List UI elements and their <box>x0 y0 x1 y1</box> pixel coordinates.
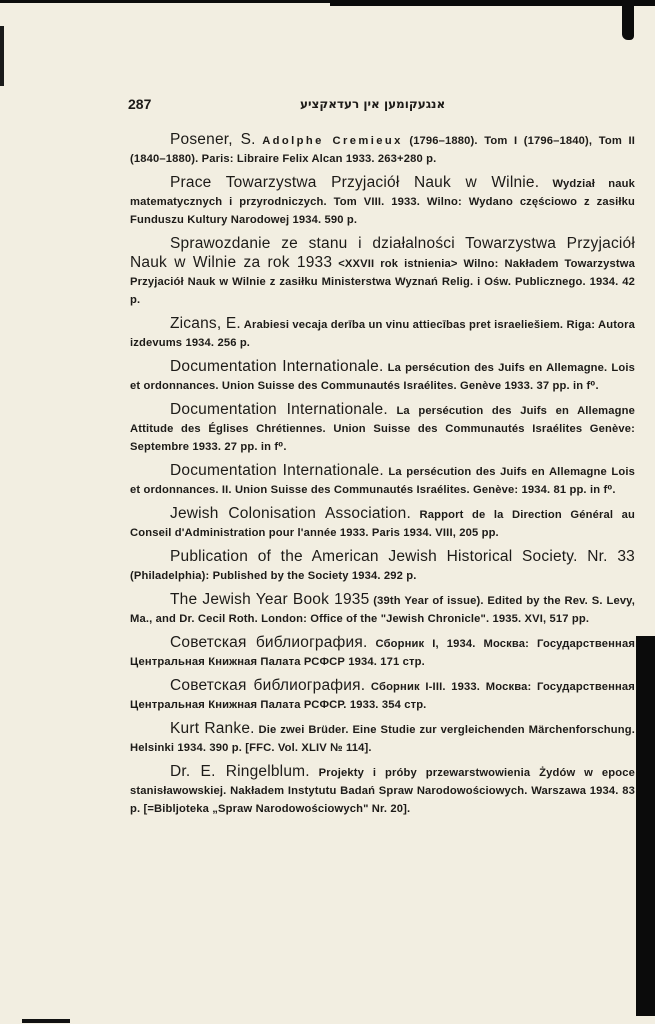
entry-details: La persécution des Juifs en Allemagne. Lois et ordonnances. Union Suisse des Communautés Israélites. Genève 1933. 37 pp. in f⁰. <box>130 362 636 392</box>
bibliography-entry <box>130 462 635 499</box>
entry-head: Dr. E. Ringelblum. <box>170 763 310 780</box>
entry-head: Советская библиография. <box>170 634 368 651</box>
scan-shadow-top <box>330 0 655 6</box>
entry-head: Jewish Colonisation Association. <box>170 505 411 522</box>
page-number: 287 <box>128 96 152 112</box>
entry-details: Die zwei Brüder. Eine Studie zur vergleichenden Märchenforschung. Helsinki 1934. 390 p. [FFC. Vol. XLIV № 114]. <box>130 724 635 754</box>
bibliography-entry <box>130 763 635 818</box>
bibliography-entry <box>130 548 635 585</box>
bibliography-entry <box>130 677 635 714</box>
entry-head: The Jewish Year Book 1935 <box>170 591 370 608</box>
entry-head: Publication of the American Jewish Historical Society. Nr. 33 <box>170 548 635 565</box>
entry-spaced-title: Adolphe Cremieux <box>262 135 403 147</box>
entry-details: (39th Year of issue). Edited by the Rev. S. Levy, Ma., and Dr. Cecil Roth. London: Office of the "Jewish Chronicle". 1935. XVI, 517 pp. <box>130 595 635 625</box>
entry-details: (1796–1880). Tom I (1796–1840), Tom II (1840–1880). Paris: Libraire Felix Alcan 1933. 263+280 p. <box>130 135 636 165</box>
entry-head: Prace Towarzystwa Przyjaciół Nauk w Wilnie. <box>170 174 540 191</box>
bibliography-entry <box>130 131 635 168</box>
bibliography-list <box>130 131 635 824</box>
entry-details: Rapport de la Direction Général au Conseil d'Administration pour l'année 1933. Paris 1934. VIII, 205 pp. <box>130 509 635 539</box>
entry-head: Documentation Internationale. <box>170 401 388 418</box>
bibliography-entry <box>130 401 635 456</box>
entry-head: Documentation Internationale. <box>170 358 384 375</box>
entry-details: Wydział nauk matematycznych i przyrodniczych. Tom VIII. 1933. Wilno: Wydano częściowo z zasiłku Funduszu Kultury Narodowej 1934. 590 p. <box>130 178 635 226</box>
entry-details: Arabiesi vecaja derība un vinu attiecības pret israeliešiem. Riga: Autora izdevums 1934. 256 p. <box>130 319 635 349</box>
bibliography-entry <box>130 358 635 395</box>
entry-head: Kurt Ranke. <box>170 720 255 737</box>
bibliography-entry <box>130 634 635 671</box>
bibliography-entry <box>130 591 635 628</box>
bibliography-entry <box>130 720 635 757</box>
scan-shadow-right <box>636 636 655 1016</box>
entry-head: Posener, S. <box>170 131 256 148</box>
page-header <box>128 96 632 114</box>
entry-details: Projekty i próby przewarstwowienia Żydów w epoce stanisławowskiej. Nakładem Instytutu Badań Spraw Narodowościowych. Warszawa 1934. 83 p. [=Bibljoteka „Spraw Narodowościowych" Nr. 20]. <box>130 767 636 815</box>
entry-details: <XXVII rok istnienia> Wilno: Nakładem Towarzystwa Przyjaciół Nauk w Wilnie z zasiłku Ministerstwa Wyznań Relig. i Ośw. Publicznego. 1934. 42 p. <box>130 258 635 306</box>
running-head: אנגעקומען אין רעדאקציע <box>300 97 446 111</box>
bibliography-entry <box>130 505 635 542</box>
entry-head: Советская библиография. <box>170 677 366 694</box>
entry-head: Documentation Internationale. <box>170 462 384 479</box>
bibliography-entry <box>130 174 635 229</box>
entry-details: Сборник I, 1934. Москва: Государственная Центральная Книжная Палата РСФСР 1934. 171 стр. <box>130 638 636 668</box>
entry-details: (Philadelphia): Published by the Society 1934. 292 p. <box>130 570 417 582</box>
entry-details: La persécution des Juifs en Allemagne Lois et ordonnances. II. Union Suisse des Communautés Israélites. Genève: 1934. 81 pp. in f⁰. <box>130 466 635 496</box>
entry-head: Sprawozdanie ze stanu i działalności Towarzystwa Przyjaciół Nauk w Wilnie za rok 1933 <box>130 235 635 271</box>
entry-details: La persécution des Juifs en Allemagne Attitude des Églises Chrétiennes. Union Suisse des Communautés Israélites Genève: Septembre 1933. 27 pp. in f⁰. <box>130 405 635 453</box>
scan-shadow-left <box>0 26 4 86</box>
bibliography-entry <box>130 235 635 309</box>
entry-details: Сборник I-III. 1933. Москва: Государственная Центральная Книжная Палата РСФСР. 1933. 354 стр. <box>130 681 635 711</box>
scan-shadow-bottom <box>22 1019 70 1023</box>
scan-shadow-corner <box>622 0 634 40</box>
entry-head: Zicans, E. <box>170 315 241 332</box>
bibliography-entry <box>130 315 635 352</box>
